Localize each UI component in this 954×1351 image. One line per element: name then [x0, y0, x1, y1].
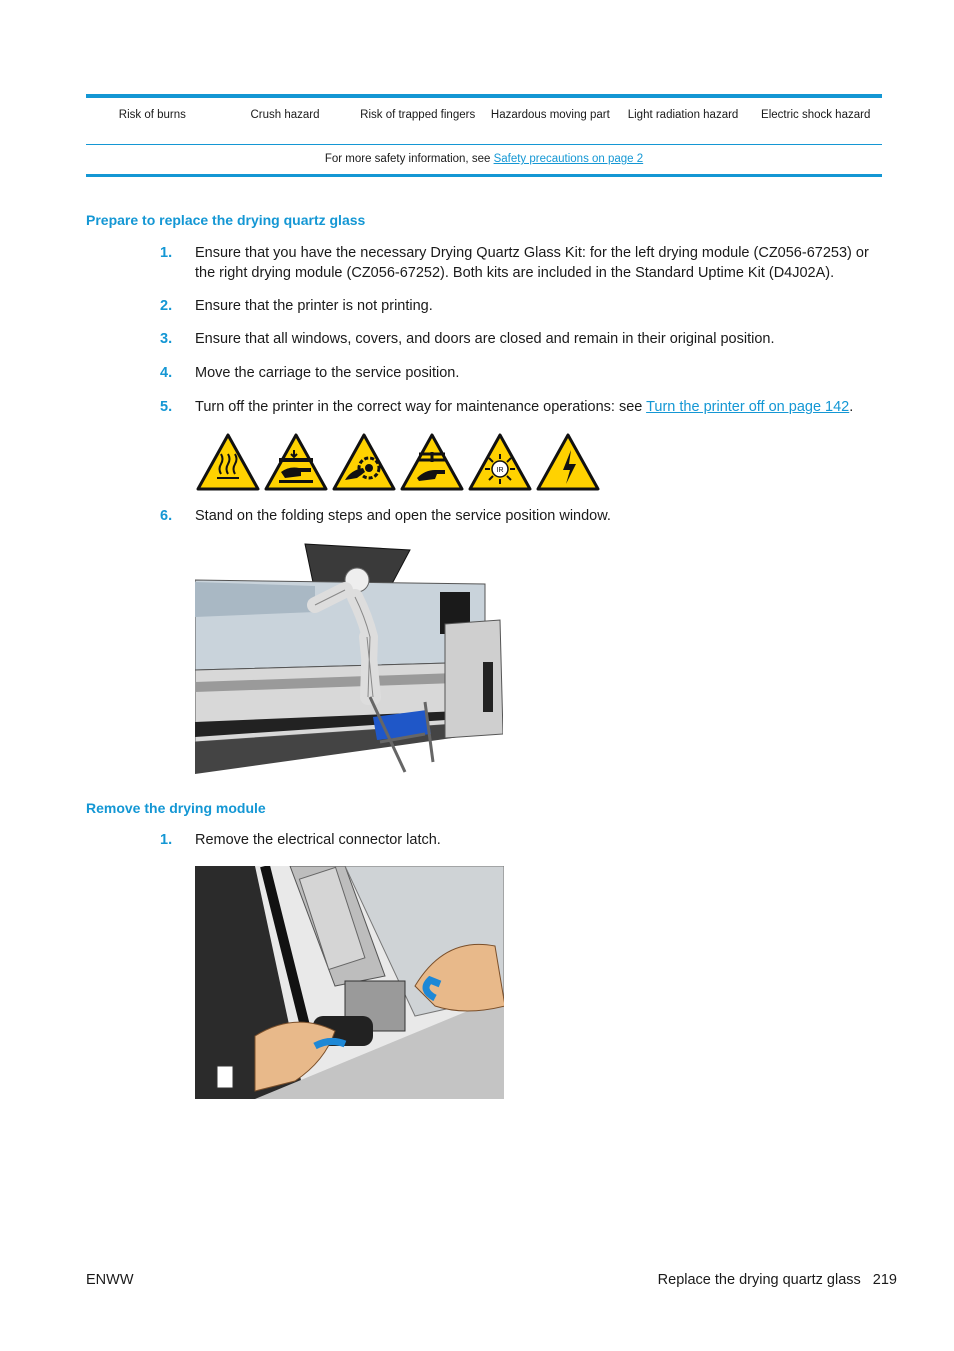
- electric-shock-warning-icon: [535, 432, 601, 492]
- footer-title: Replace the drying quartz glass: [657, 1272, 861, 1288]
- section-heading-remove: Remove the drying module: [86, 800, 266, 816]
- trapped-fingers-warning-icon: [331, 432, 397, 492]
- more-info-row: [86, 145, 882, 174]
- table-bottom-rule: [86, 174, 882, 177]
- hot-surface-warning-icon: [195, 432, 261, 492]
- step-number: 3.: [160, 331, 173, 347]
- step-text-suffix: .: [849, 399, 854, 415]
- step-text: Move the carriage to the service position.: [195, 365, 460, 381]
- hazard-row: [86, 98, 882, 144]
- step-text: [195, 398, 885, 418]
- step-text: Ensure that you have the necessary Drying Quartz Glass Kit: for the left drying module (CZ056-67253) or the right drying module (CZ056-67252). Both kits are included in the Standard Uptime Kit (D4J02A).: [195, 245, 869, 281]
- step-text: Remove the electrical connector latch.: [195, 832, 441, 848]
- safety-precautions-link[interactable]: Safety precautions on page 2: [493, 153, 644, 165]
- crush-hazard-warning-icon: [263, 432, 329, 492]
- hazard-cell: Light radiation hazard: [627, 109, 739, 121]
- page-number: 219: [872, 1272, 897, 1288]
- step-number: 2.: [160, 298, 173, 314]
- warning-signs: [195, 432, 603, 492]
- step-number: 5.: [160, 399, 173, 415]
- step-text-main: Turn off the printer in the correct way for maintenance operations: see: [195, 399, 647, 415]
- hazard-cell: Risk of trapped fingers: [360, 109, 476, 121]
- step-number: 6.: [160, 508, 173, 524]
- hazard-cell: Risk of burns: [118, 109, 186, 121]
- printer-service-illustration: [195, 542, 503, 774]
- hazard-cell: Crush hazard: [250, 109, 320, 121]
- turn-printer-off-link[interactable]: Turn the printer off on page 142: [646, 399, 850, 415]
- footer-left: ENWW: [86, 1272, 134, 1288]
- more-info-text: For more safety information, see: [324, 153, 494, 165]
- step-text: Ensure that all windows, covers, and doors are closed and remain in their original position.: [195, 331, 775, 347]
- hazard-table: [86, 94, 882, 177]
- light-radiation-warning-icon: [467, 432, 533, 492]
- section-heading-prepare: Prepare to replace the drying quartz glass: [86, 212, 366, 228]
- moving-part-warning-icon: [399, 432, 465, 492]
- hazard-cell: Electric shock hazard: [761, 109, 871, 121]
- step-number: 4.: [160, 365, 173, 381]
- step-text: Stand on the folding steps and open the service position window.: [195, 508, 611, 524]
- step-text: Ensure that the printer is not printing.: [195, 298, 433, 314]
- hazard-cell: Hazardous moving part: [490, 109, 610, 121]
- ir-label: IR: [496, 467, 504, 474]
- connector-latch-illustration: [195, 866, 504, 1099]
- footer-right: [658, 1272, 897, 1288]
- step-number: 1.: [160, 832, 173, 848]
- step-number: 1.: [160, 245, 173, 261]
